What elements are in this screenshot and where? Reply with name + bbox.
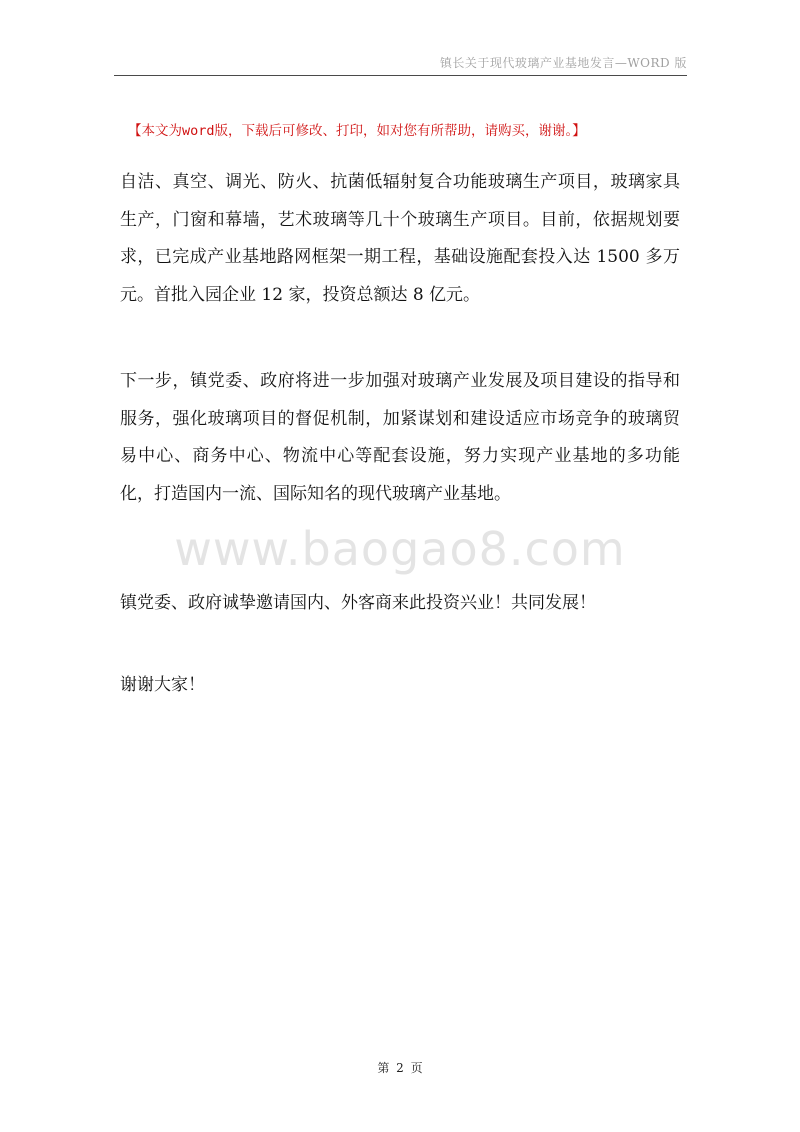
- page-number: 第 2 页: [377, 1061, 423, 1075]
- paragraph-projects: 自洁、真空、调光、防火、抗菌低辐射复合功能玻璃生产项目，玻璃家具生产，门窗和幕墙，艺术玻璃等几十个玻璃生产项目。目前，依据规划要求，已完成产业基地路网框架一期工程，基础设施配套投入达 1500 多万元。首批入园企业 12 家，投资总额达 8 亿元。: [120, 172, 680, 305]
- watermark: www.baogao8.com: [174, 522, 626, 576]
- header-divider: [114, 75, 687, 76]
- header-title: 镇长关于现代玻璃产业基地发言—WORD 版: [439, 56, 687, 70]
- paragraph-thanks: 谢谢大家！: [120, 675, 205, 695]
- purchase-notice: 【本文为word版，下载后可修改、打印，如对您有所帮助，请购买，谢谢。】: [128, 123, 586, 139]
- paragraph-invitation: 镇党委、政府诚挚邀请国内、外客商来此投资兴业！共同发展！: [120, 593, 596, 613]
- paragraph-next-steps: 下一步，镇党委、政府将进一步加强对玻璃产业发展及项目建设的指导和服务，强化玻璃项目的督促机制，加紧谋划和建设适应市场竞争的玻璃贸易中心、商务中心、物流中心等配套设施，努力实现产业基地的多功能化，打造国内一流、国际知名的现代玻璃产业基地。: [120, 371, 680, 504]
